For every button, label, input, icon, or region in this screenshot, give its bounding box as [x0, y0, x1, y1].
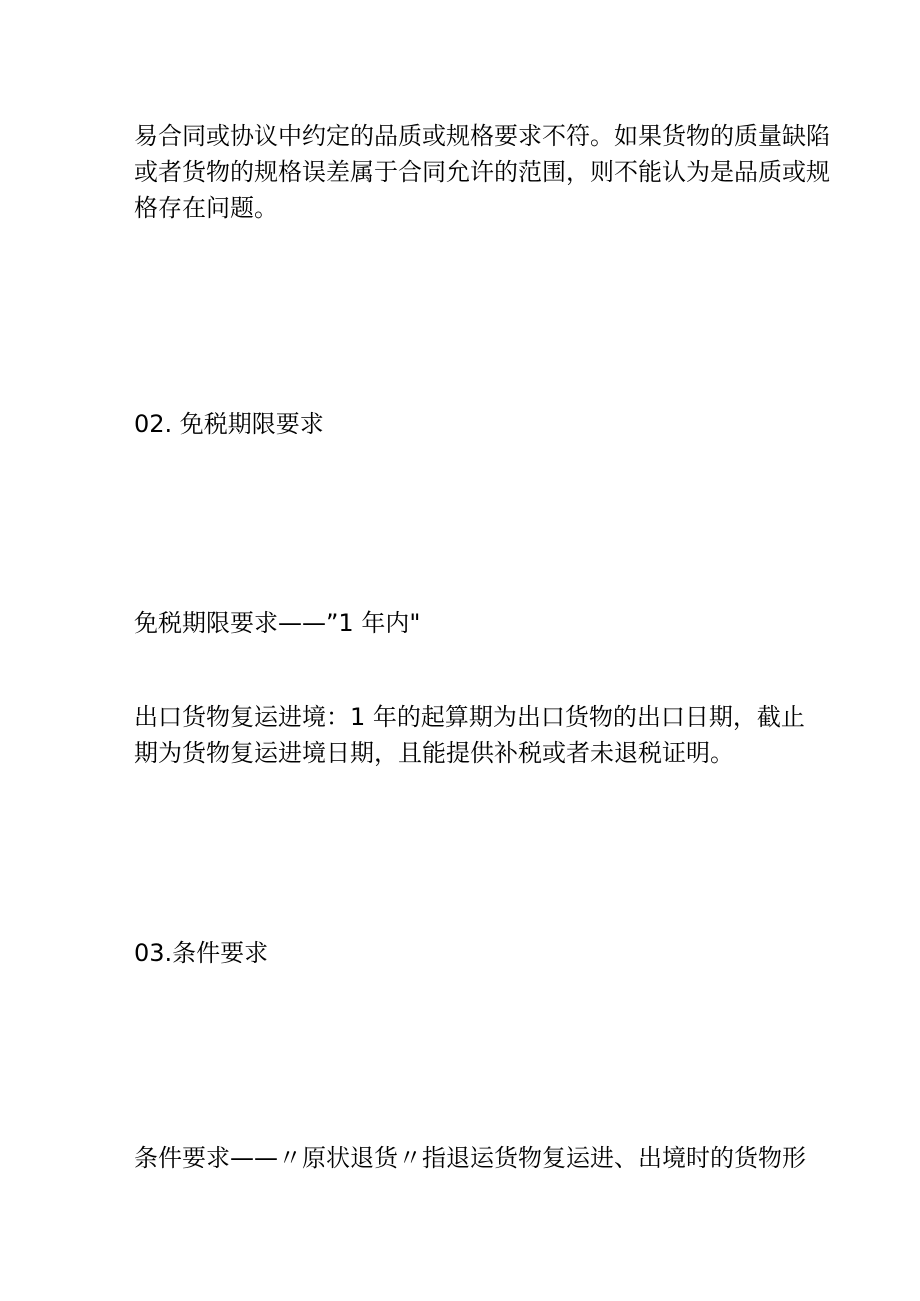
- intro-line-1: 易合同或协议中约定的品质或规格要求不符。如果货物的质量缺陷: [134, 122, 830, 150]
- intro-line-3: 格存在问题。: [134, 194, 278, 222]
- intro-line-2: 或者货物的规格误差属于合同允许的范围，则不能认为是品质或规: [134, 158, 830, 186]
- section-02-detail-line-2: 期为货物复运进境日期，且能提供补税或者未退税证明。: [134, 739, 734, 767]
- section-02-summary: 免税期限要求——”1 年内": [134, 609, 421, 637]
- section-03-heading: 03.条件要求: [134, 939, 269, 967]
- section-02-detail-line-1: 出口货物复运进境：1 年的起算期为出口货物的出口日期，截止: [134, 703, 805, 731]
- section-02-heading: 02. 免税期限要求: [134, 410, 324, 438]
- section-03-summary: 条件要求——〃原状退货〃指退运货物复运进、出境时的货物形: [134, 1144, 806, 1172]
- intro-paragraph: [134, 118, 830, 226]
- section-02-detail: [134, 699, 804, 771]
